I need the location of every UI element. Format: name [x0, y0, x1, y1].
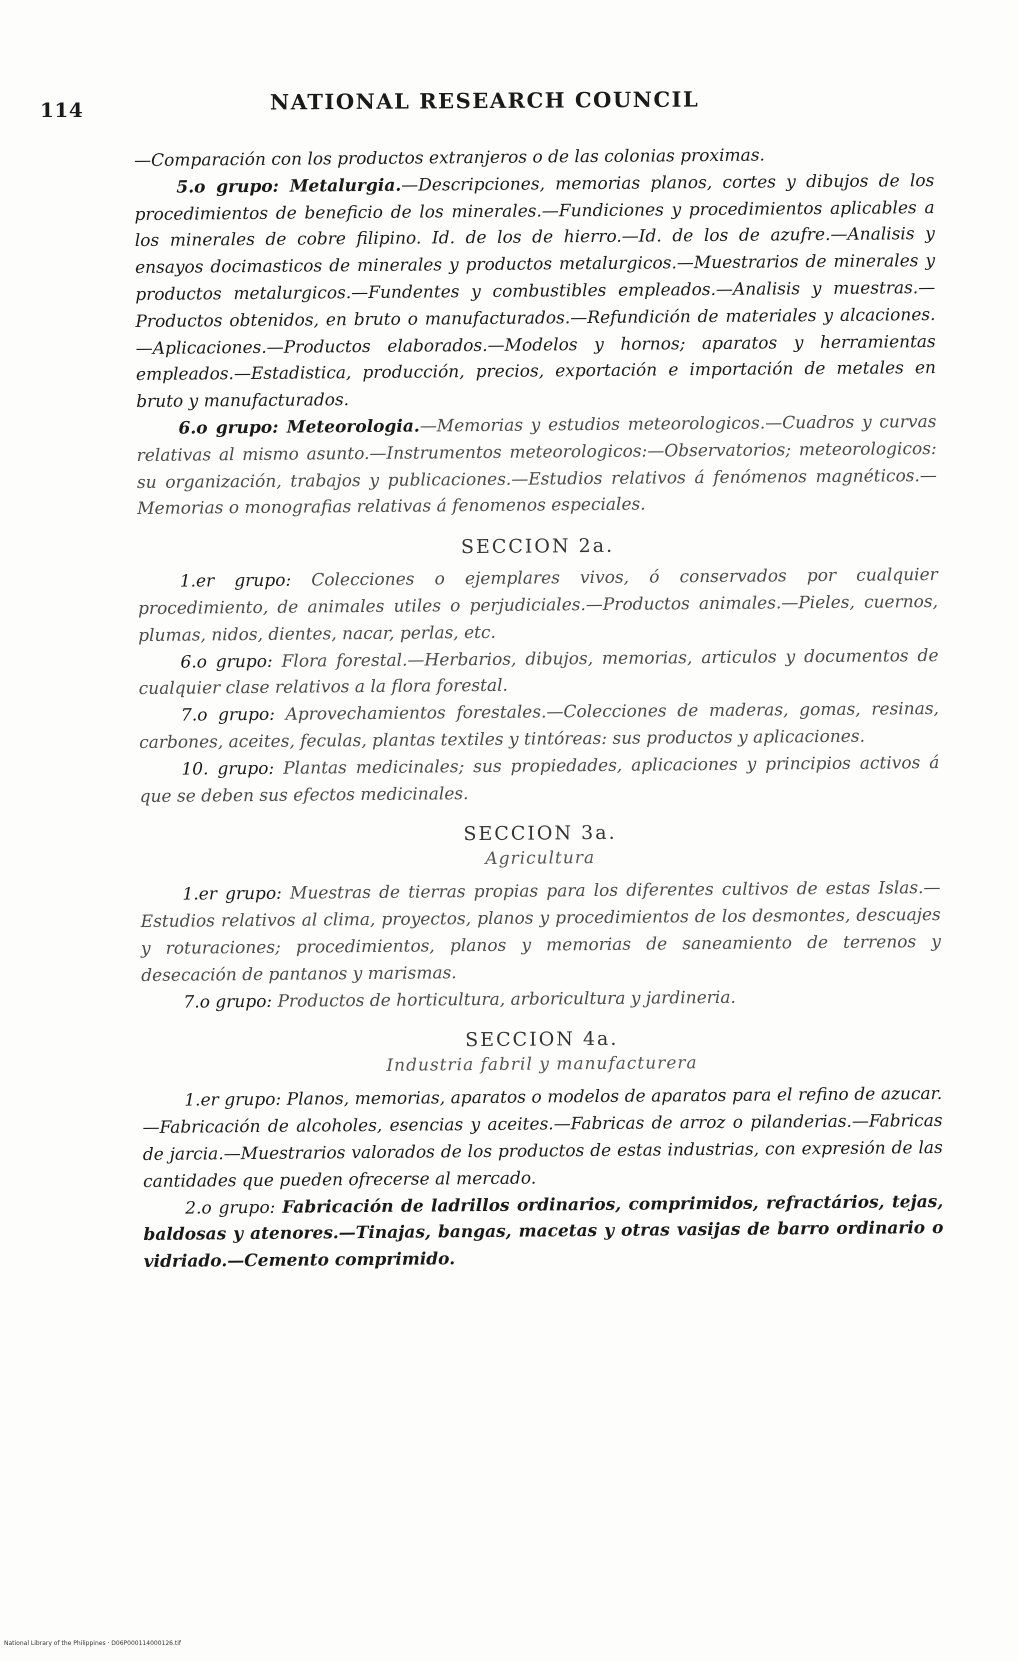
section-heading: SECCION 4a. [465, 1028, 619, 1052]
section-paragraph [143, 1188, 944, 1275]
paragraph-text: —Memorias y estudios meteorologicos.—Cuadros y curvas relativas al mismo asunto.—Instrumentos meteorologicos:—Observatorios; meteorologicos: su organización, trabajos y publicaciones.—Estudios relativos á fenómenos magnéticos.—Memorias o monografias relativas á fenomenos especiales. [136, 411, 937, 520]
page-body [134, 141, 944, 1276]
paragraph-lead: 7.o grupo: [183, 991, 273, 1013]
paragraph-lead: 10. grupo: [181, 758, 275, 780]
metalurgia-paragraph [134, 168, 936, 416]
paragraph-text: Muestras de tierras propias para los diferentes cultivos de estas Islas.—Estudios relativos al clima, proyectos, planos y procedimientos de los desmontes, descuajes y roturaciones; procedimientos, planos y memorias de saneamiento de terrenos y desecación de pantanos y marismas. [140, 878, 942, 986]
paragraph-text: Colecciones o ejemplares vivos, ó conservados por cualquier procedimiento, de animales utiles o perjudiciales.—Productos animales.—Pieles, cuernos, plumas, nidos, dientes, nacar, perlas, etc. [137, 565, 939, 646]
section-paragraph [140, 875, 941, 989]
paragraph-text: Aprovechamientos forestales.—Colecciones de maderas, gomas, resinas, carbones, aceites, feculas, plantas textiles y tintóreas: sus productos y aplicaciones. [139, 699, 939, 753]
meteorologia-paragraph [136, 409, 937, 523]
paragraph-text: —Descripciones, memorias planos, cortes y dibujos de los procedimientos de beneficio de los minerales.—Fundiciones y procedimientos aplicables a los minerales de cobre filipino. Id. de los de hierro.—Id. de los de azufre.—Analisis y ensayos docimasticos de minerales y productos metalurgicos.—Muestrarios de minerales y productos metalurgicos.—Fundentes y combustibles empleados.—Analisis y muestras.—Productos obtenidos, en bruto o manufacturados.—Refundición de materiales y alcaciones.—Aplicaciones.—Productos elaborados.—Modelos y hornos; aparatos y herramientas empleados.—Estadistica, producción, precios, exportación e importación de metales en bruto y manufacturados. [134, 170, 937, 413]
section-paragraph [138, 643, 938, 704]
paragraph-lead: 6.o grupo: [180, 651, 273, 673]
paragraph-text: Productos de horticultura, arboricultura y jardineria. [277, 987, 736, 1012]
section-subheading: Agricultura [485, 848, 596, 870]
paragraph-text: Flora forestal.—Herbarios, dibujos, memorias, articulos y documentos de cualquier clase relativos a la flora forestal. [138, 645, 939, 700]
paragraph-lead: 1.er grupo: [182, 884, 282, 905]
section-heading: SECCION 2a. [460, 534, 615, 559]
section-paragraph [138, 562, 939, 649]
paragraph-lead: 1.er grupo: [184, 1090, 282, 1111]
section-paragraph [139, 696, 939, 757]
section-heading: SECCION 3a. [463, 822, 617, 846]
section-paragraph [142, 1081, 943, 1195]
paragraph-text: Plantas medicinales; sus propiedades, aplicaciones y principios activos á que se deben sus efectos medicinales. [139, 752, 940, 807]
paragraph-lead: 2.o grupo: [185, 1197, 276, 1219]
section-paragraph [139, 750, 939, 811]
running-head: NATIONAL RESEARCH COUNCIL [269, 86, 700, 115]
paragraph-text: —Comparación con los productos extranjeros o de las colonias proximas. [134, 145, 765, 171]
paragraph-lead: 1.er grupo: [179, 570, 292, 592]
paragraph-lead: 6.o grupo: Meteorologia. [178, 416, 420, 439]
paragraph-lead: 5.o grupo: Metalurgia. [176, 175, 402, 198]
paragraph-lead: 7.o grupo: [180, 704, 275, 726]
paragraph-text: Planos, memorias, aparatos o modelos de aparatos para el refino de azucar.—Fabricación de alcoholes, esencias y aceites.—Fabricas de arroz o pilanderias.—Fabricas de jarcia.—Muestrarios valorados de los productos de estas industrias, con expresión de las cantidades que pueden ofrecerse al mercado. [142, 1084, 943, 1192]
paragraph-text: Fabricación de ladrillos ordinarios, comprimidos, refractários, tejas, baldosas y atenores.—Tinajas, bangas, macetas y otras vasijas de barro ordinario o vidriado.—Cemento comprimido. [143, 1191, 944, 1273]
section-subheading: Industria fabril y manufacturera [386, 1053, 698, 1077]
digitization-credit: National Library of the Philippines · D06P000114000126.tif [4, 1640, 182, 1647]
page-number: 114 [40, 98, 84, 122]
